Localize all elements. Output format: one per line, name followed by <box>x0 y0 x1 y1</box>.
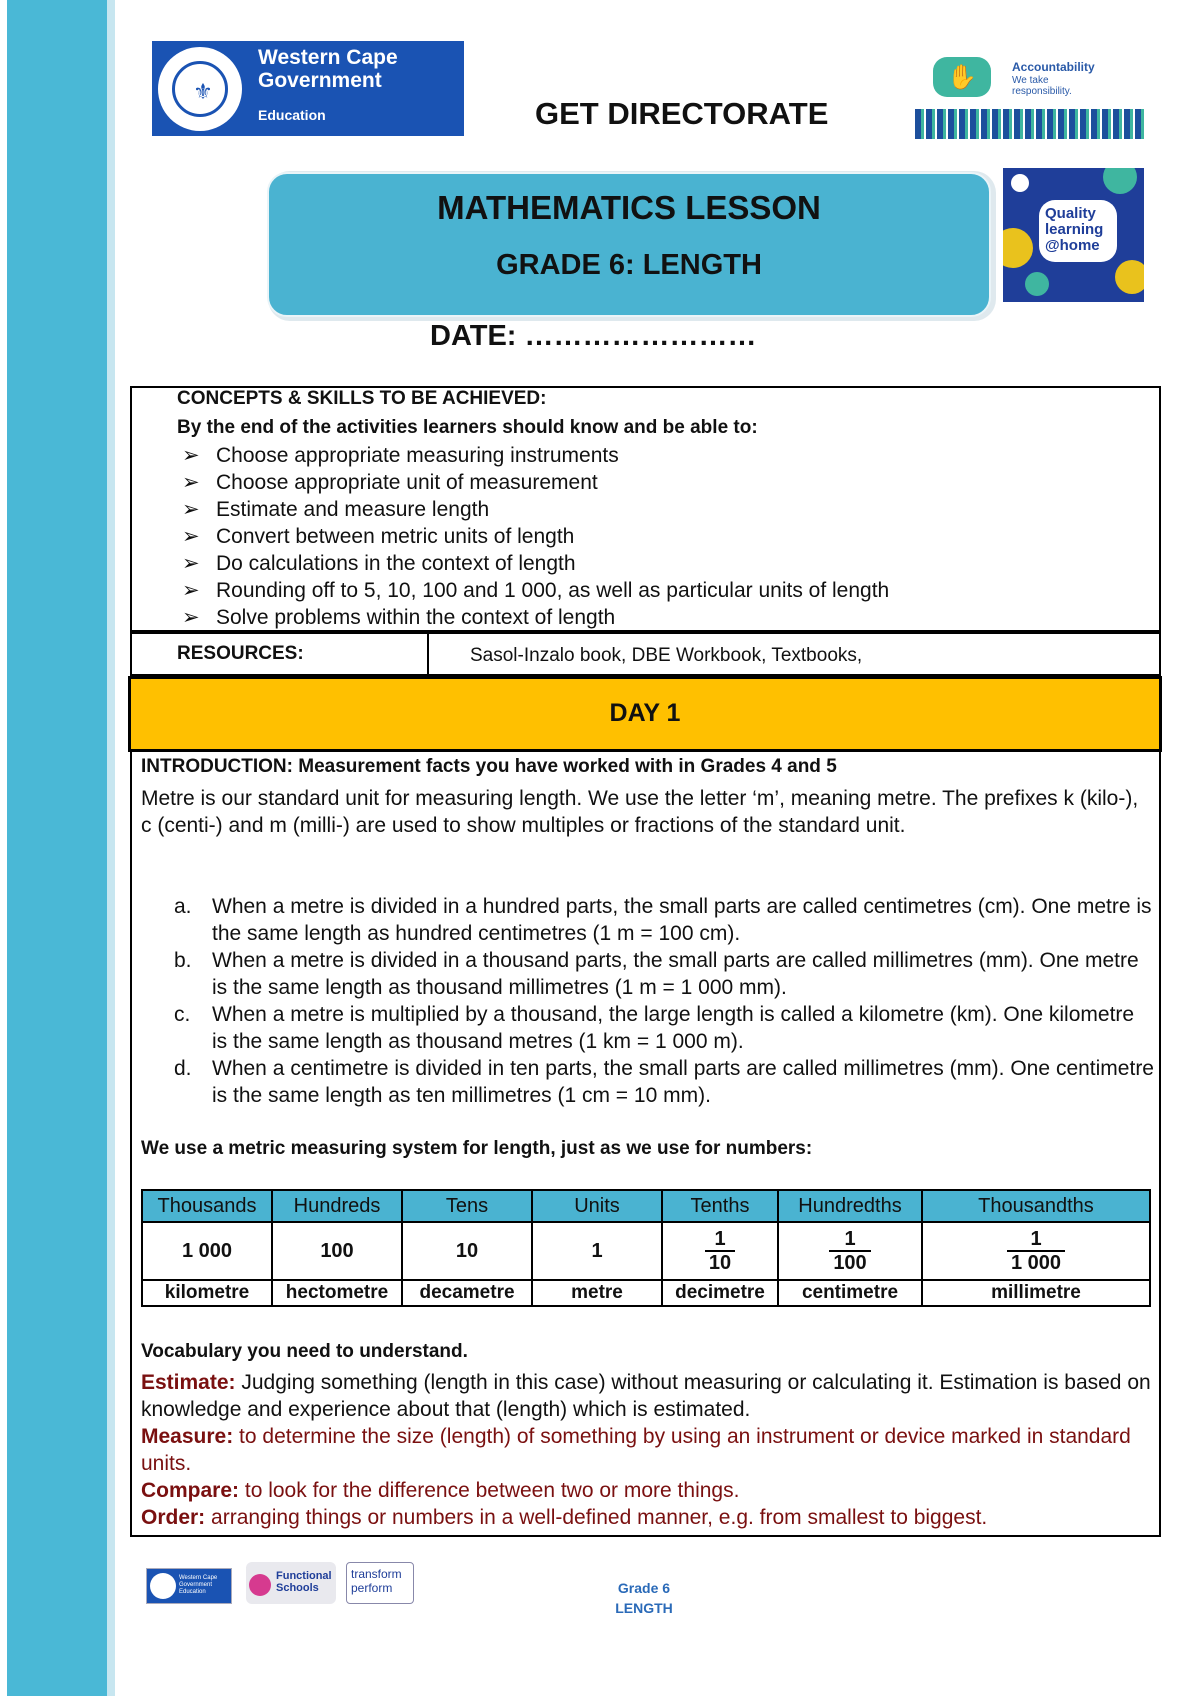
left-sidebar-stripe <box>7 0 107 1696</box>
footer-wcg-logo: Western Cape Government Education <box>146 1568 232 1604</box>
list-item: ➢ Convert between metric units of length <box>182 525 575 548</box>
concepts-list <box>182 442 889 631</box>
list-item: ➢ Estimate and measure length <box>182 498 490 521</box>
accountability-subtitle: We take responsibility. <box>1012 75 1072 97</box>
table-cell <box>778 1222 922 1280</box>
fraction: $\frac{1}{10}$ <box>705 1228 735 1274</box>
list-item: c. When a metre is multiplied by a thousand, the large length is called a kilometre (km). One kilometre is the same length as thousand metres (1 km = 1 000 m). <box>174 1003 1135 1053</box>
arrow-bullet-icon: ➢ <box>182 471 200 494</box>
list-item: ➢ Solve problems within the context of length <box>182 606 616 629</box>
table-cell: metre <box>532 1280 662 1306</box>
western-cape-government-logo <box>152 41 464 136</box>
table-cell: decimetre <box>662 1280 778 1306</box>
column-header: Hundredths <box>778 1190 922 1222</box>
column-header: Units <box>532 1190 662 1222</box>
logo-line-1: Western Cape <box>258 46 398 69</box>
column-header: Thousandths <box>922 1190 1150 1222</box>
list-item: ➢ Do calculations in the context of length <box>182 552 576 575</box>
transform-perform-logo: transform perform <box>346 1562 414 1604</box>
lesson-content-box <box>130 752 1161 1537</box>
column-header: Thousands <box>142 1190 272 1222</box>
quality-learning-text: Quality learning @home <box>1045 205 1104 254</box>
list-item: b. When a metre is divided in a thousand parts, the small parts are called millimetres (mm). One metre is the same length as thousand millimetres (1 m = 1 000 mm). <box>174 949 1139 999</box>
badge-icon <box>249 1574 271 1596</box>
arrow-bullet-icon: ➢ <box>182 444 200 467</box>
table-cell: 1 <box>532 1222 662 1280</box>
footer-logos <box>146 1562 412 1606</box>
list-item: a. When a metre is divided in a hundred parts, the small parts are called centimetres (cm). One metre is the same length as hundred centimetres (1 m = 100 cm). <box>174 895 1152 945</box>
vocab-item: Measure: to determine the size (length) of something by using an instrument or device marked in standard units. <box>141 1425 1131 1475</box>
table-header-row <box>142 1190 1150 1222</box>
accountability-title: Accountability <box>1012 60 1095 74</box>
column-header: Hundreds <box>272 1190 402 1222</box>
list-item: ➢ Choose appropriate measuring instruments <box>182 444 619 467</box>
table-cell: decametre <box>402 1280 532 1306</box>
lesson-banner <box>267 172 991 317</box>
lesson-title: MATHEMATICS LESSON <box>437 189 821 226</box>
left-sidebar-edge <box>107 0 115 1696</box>
fraction: $\frac{1}{1 000}$ <box>1007 1228 1065 1274</box>
logo-line-3: Education <box>258 107 326 123</box>
logo-line-2: Government <box>258 69 382 92</box>
functional-schools-logo: Functional Schools <box>246 1562 336 1604</box>
day-header-bar <box>128 676 1162 752</box>
resources-divider <box>427 634 429 676</box>
introduction-heading: INTRODUCTION: Measurement facts you have worked with in Grades 4 and 5 <box>141 756 837 777</box>
resources-row <box>130 632 1161 676</box>
list-item: ➢ Choose appropriate unit of measurement <box>182 471 598 494</box>
coat-of-arms-icon <box>150 1573 176 1599</box>
list-item: d. When a centimetre is divided in ten parts, the small parts are called millimetres (mm). One centimetre is the same length as ten millimetres (1 cm = 10 mm). <box>174 1057 1154 1107</box>
column-header: Tenths <box>662 1190 778 1222</box>
directorate-title: GET DIRECTORATE <box>535 96 829 131</box>
fraction: $\frac{1}{100}$ <box>829 1228 870 1274</box>
vocabulary-list <box>141 1369 1151 1531</box>
day-label: DAY 1 <box>609 699 681 727</box>
concepts-box <box>130 386 1161 632</box>
concepts-heading: CONCEPTS & SKILLS TO BE ACHIEVED: <box>177 388 547 409</box>
table-cell <box>922 1222 1150 1280</box>
vocabulary-heading: Vocabulary you need to understand. <box>141 1341 468 1362</box>
table-row <box>142 1222 1150 1280</box>
accountability-pattern-strip <box>915 109 1145 139</box>
resources-value: Sasol-Inzalo book, DBE Workbook, Textbooks, <box>470 645 863 666</box>
list-item: ➢ Rounding off to 5, 10, 100 and 1 000, as well as particular units of length <box>182 579 890 602</box>
introduction-text: Metre is our standard unit for measuring length. We use the letter ‘m’, meaning metre. The prefixes k (kilo-), c (centi-) and m (milli-) are used to show multiples or fractions of the standard unit. <box>141 787 1139 837</box>
hand-icon: ✋ <box>933 57 991 97</box>
lesson-subtitle: GRADE 6: LENGTH <box>496 249 762 281</box>
table-cell <box>662 1222 778 1280</box>
table-cell: 100 <box>272 1222 402 1280</box>
quality-learning-at-home-logo <box>1003 168 1144 302</box>
footer-grade-label: Grade 6 LENGTH <box>615 1580 673 1616</box>
column-header: Tens <box>402 1190 532 1222</box>
table-cell: hectometre <box>272 1280 402 1306</box>
table-cell: kilometre <box>142 1280 272 1306</box>
vocab-item: Order: arranging things or numbers in a well-defined manner, e.g. from smallest to biggest. <box>141 1506 988 1529</box>
metric-system-heading: We use a metric measuring system for length, just as we use for numbers: <box>141 1138 813 1159</box>
arrow-bullet-icon: ➢ <box>182 552 200 575</box>
accountability-logo <box>915 57 1145 142</box>
table-row <box>142 1280 1150 1306</box>
arrow-bullet-icon: ➢ <box>182 525 200 548</box>
measurement-facts-list <box>174 893 1154 1109</box>
vocab-item: Estimate: Judging something (length in this case) without measuring or calculating it. Estimation is based on knowledge and experience about that (length) which is estimated. <box>141 1371 1151 1421</box>
date-field: DATE: …………………… <box>430 320 757 352</box>
vocab-item: Compare: to look for the difference between two or more things. <box>141 1479 740 1502</box>
table-cell: 1 000 <box>142 1222 272 1280</box>
table-cell: 10 <box>402 1222 532 1280</box>
coat-of-arms-icon: ⚜ <box>158 47 242 131</box>
arrow-bullet-icon: ➢ <box>182 498 200 521</box>
metric-units-table <box>141 1189 1151 1307</box>
resources-label: RESOURCES: <box>177 643 304 664</box>
concepts-subheading: By the end of the activities learners should know and be able to: <box>177 417 758 438</box>
table-cell: millimetre <box>922 1280 1150 1306</box>
arrow-bullet-icon: ➢ <box>182 606 200 629</box>
table-cell: centimetre <box>778 1280 922 1306</box>
arrow-bullet-icon: ➢ <box>182 579 200 602</box>
